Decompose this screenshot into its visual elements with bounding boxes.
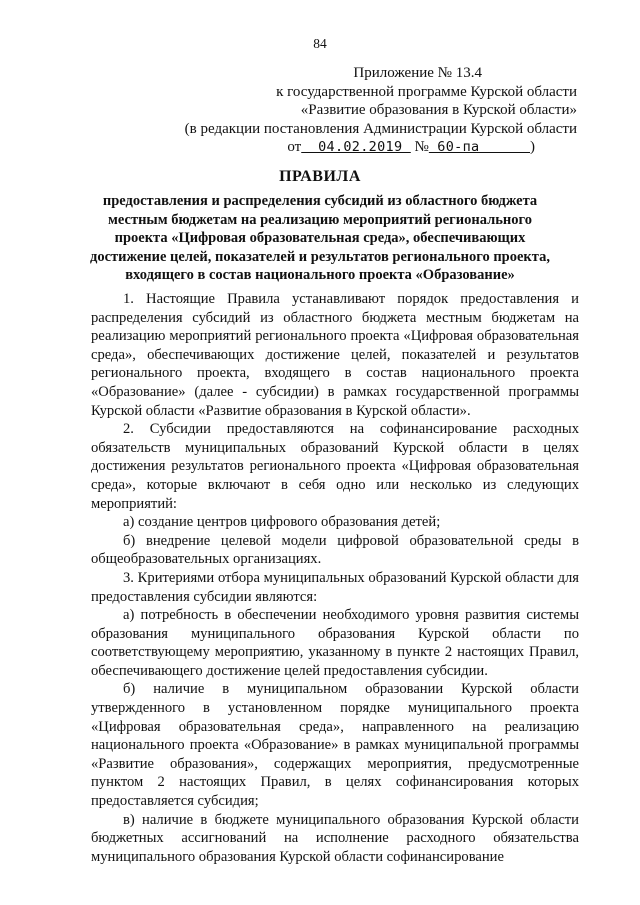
date-prefix: от <box>287 139 302 156</box>
appendix-line-1: Приложение № 13.4 <box>353 65 482 81</box>
appendix-date-line <box>185 138 577 157</box>
page-number: 84 <box>313 36 327 51</box>
document-body <box>91 290 579 866</box>
paragraph: 1. Настоящие Правила устанавливают порядок предоставления и распределения субсидий из областного бюджета местным бюджетам на реализацию мероприятий регионального проекта «Цифровая образовательная среда», обеспечивающих достижение целей, показателей и результатов регионального проекта, входящего в состав национального проекта «Образование» (далее - субсидии) в рамках государственной программы Курской области «Развитие образования в Курской области». <box>91 291 579 419</box>
paragraph: в) наличие в бюджете муниципального образования Курской области бюджетных ассигнований на исполнение расходного обязательства муниципального образования Курской области софинансирование <box>91 811 579 865</box>
date-suffix: ) <box>530 139 535 156</box>
paragraph: 2. Субсидии предоставляются на софинансирование расходных обязательств муниципальных образований Курской области в целях достижения результатов регионального проекта «Цифровая образовательная среда», которые включают в себя одно или несколько из следующих мероприятий: <box>91 421 579 512</box>
appendix-line-4: (в редакции постановления Администрации Курской области <box>184 120 577 137</box>
appendix-header <box>185 64 577 157</box>
number-prefix: № <box>414 139 429 156</box>
paragraph: б) наличие в муниципальном образовании Курской области утвержденного в установленном порядке муниципального проекта «Цифровая образовательная среда», направленного на реализацию национального проекта «Образование» в рамках муниципальной программы «Развитие образования», содержащих мероприятия, предусмотренные пунктом 2 настоящих Правил, в целях софинансирования которых предоставляется субсидия; <box>91 681 579 810</box>
paragraph: а) потребность в обеспечении необходимого уровня развития системы образования муниципального образования Курской области по соответствующему мероприятию, указанному в пункте 2 настоящих Правил, обеспечивающего достижение целей предоставления субсидии. <box>91 607 579 679</box>
paragraph: 3. Критериями отбора муниципальных образований Курской области для предоставления субсидии являются: <box>91 569 579 605</box>
number-value: 60-па <box>428 139 530 156</box>
document-title: ПРАВИЛА <box>279 168 361 185</box>
document-subtitle: предоставления и распределения субсидий из областного бюджета местным бюджетам на реализацию мероприятий регионального проекта «Цифровая образовательная среда», обеспечивающих достижение целей, показателей и результатов регионального проекта, входящего в состав национального проекта «Образование» <box>90 193 550 283</box>
appendix-line-2: к государственной программе Курской области <box>276 83 577 100</box>
paragraph: б) внедрение целевой модели цифровой образовательной среды в общеобразовательных организациях. <box>91 532 579 568</box>
appendix-line-3: «Развитие образования в Курской области» <box>300 102 577 119</box>
date-value: 04.02.2019 <box>301 139 411 156</box>
paragraph: а) создание центров цифрового образования детей; <box>123 514 441 531</box>
